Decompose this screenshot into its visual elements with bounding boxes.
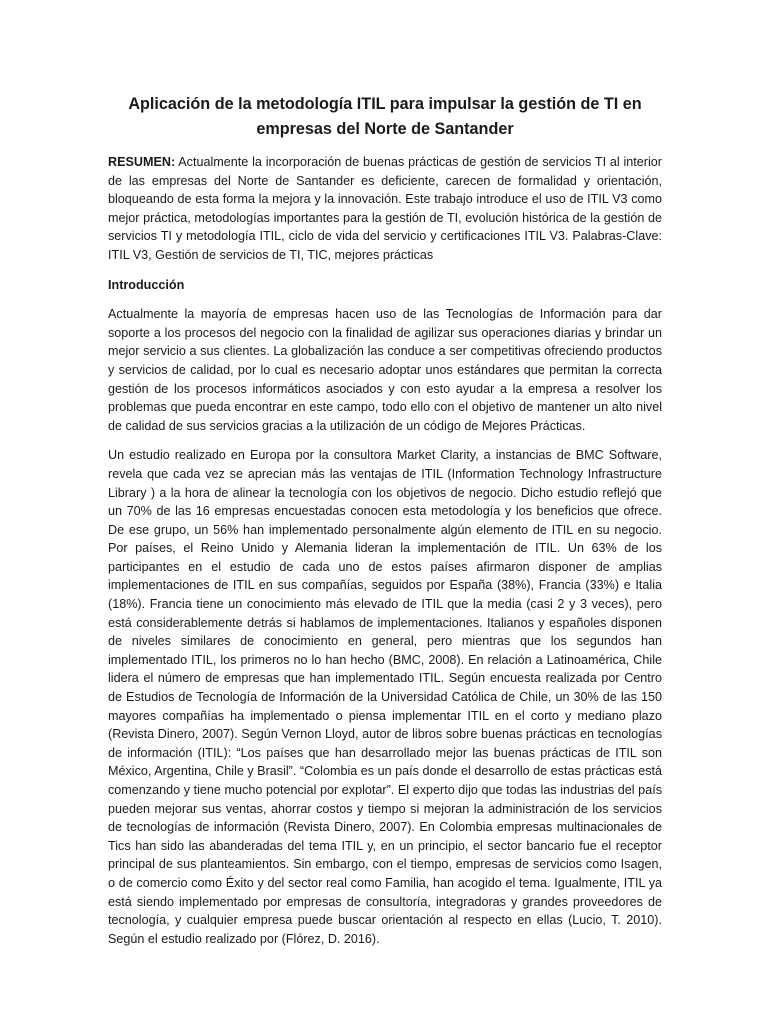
body-paragraph-2: Un estudio realizado en Europa por la consultora Market Clarity, a instancias de BMC Software, revela que cada vez se aprecian más las ventajas de ITIL (Information Technology Infrastructure Library ) a la hora de alinear la tecnología con los objetivos de negocio. Dicho estudio reflejó que un 70% de las 16 empresas encuestadas conocen esta metodología y los beneficios que ofrece. De ese grupo, un 56% han implementado personalmente algún elemento de ITIL en su negocio. Por países, el Reino Unido y Alemania lideran la implementación de ITIL. Un 63% de los participantes en el estudio de cada uno de estos países afirmaron disponer de amplias implementaciones de ITIL en sus compañías, seguidos por España (38%), Francia (33%) e Italia (18%). Francia tiene un conocimiento más elevado de ITIL que la media (casi 2 y 3 veces), pero está considerablemente detrás si hablamos de implementaciones. Italianos y españoles disponen de niveles similares de conocimiento en general, pero mientras que los segundos han implementado ITIL, los primeros no lo han hecho (BMC, 2008). En relación a Latinoamérica, Chile lidera el número de empresas que han implementado ITIL. Según encuesta realizada por Centro de Estudios de Tecnología de Información de la Universidad Católica de Chile, un 30% de las 150 mayores compañías ha implementado o piensa implementar ITIL en el corto y mediano plazo (Revista Dinero, 2007). Según Vernon Lloyd, autor de libros sobre buenas prácticas en tecnologías de información (ITIL): “Los países que han desarrollado mejor las buenas prácticas de ITIL son México, Argentina, Chile y Brasil”. “Colombia es un país donde el desarrollo de estas prácticas está comenzando y tiene mucho potencial por explotar”. El experto dijo que todas las industrias del país pueden mejorar sus ventas, ahorrar costos y tiempo si mejoran la administración de los servicios de tecnologías de información (Revista Dinero, 2007). En Colombia empresas multinacionales de Tics han sido las abanderadas del tema ITIL y, en un principio, el sector bancario fue el receptor principal de sus planteamientos. Sin embargo, con el tiempo, empresas de servicios como Isagen, o de comercio como Éxito y del sector real como Familia, han acogido el tema. Igualmente, ITIL ya está siendo implementado por empresas de consultoría, integradoras y grandes proveedores de tecnología, y cualquier empresa puede buscar orientación al respecto en ellas (Lucio, T. 2010). Según el estudio realizado por (Flórez, D. 2016). [108,448,662,946]
body-paragraph-1: Actualmente la mayoría de empresas hacen uso de las Tecnologías de Información para dar soporte a los procesos del negocio con la finalidad de agilizar sus operaciones diarias y brindar un mejor servicio a sus clientes. La globalización las conduce a ser competitivas ofreciendo productos y servicios de calidad, por lo cual es necesario adoptar unos estándares que permitan la correcta gestión de los procesos informáticos asociados y con esto ayudar a la empresa a resolver los problemas que pueda encontrar en este campo, todo ello con el objetivo de mantener un alto nivel de calidad de sus servicios gracias a la utilización de un código de Mejores Prácticas. [108,307,662,433]
abstract-paragraph [108,153,662,265]
abstract-text: Actualmente la incorporación de buenas prácticas de gestión de servicios TI al interior de las empresas del Norte de Santander es deficiente, carecen de formalidad y orientación, bloqueando de esta forma la mejora y la innovación. Este trabajo introduce el uso de ITIL V3 como mejor práctica, metodologías importantes para la gestión de TI, evolución histórica de la gestión de servicios TI y metodología ITIL, ciclo de vida del servicio y certificaciones ITIL V3. Palabras-Clave: ITIL V3, Gestión de servicios de TI, TIC, mejores prácticas [108,155,662,262]
section-heading-introduccion: Introducción [108,277,185,292]
paper-title: Aplicación de la metodología ITIL para impulsar la gestión de TI en empresas del Norte de Santander [128,95,642,138]
abstract-label: RESUMEN: [108,155,176,169]
